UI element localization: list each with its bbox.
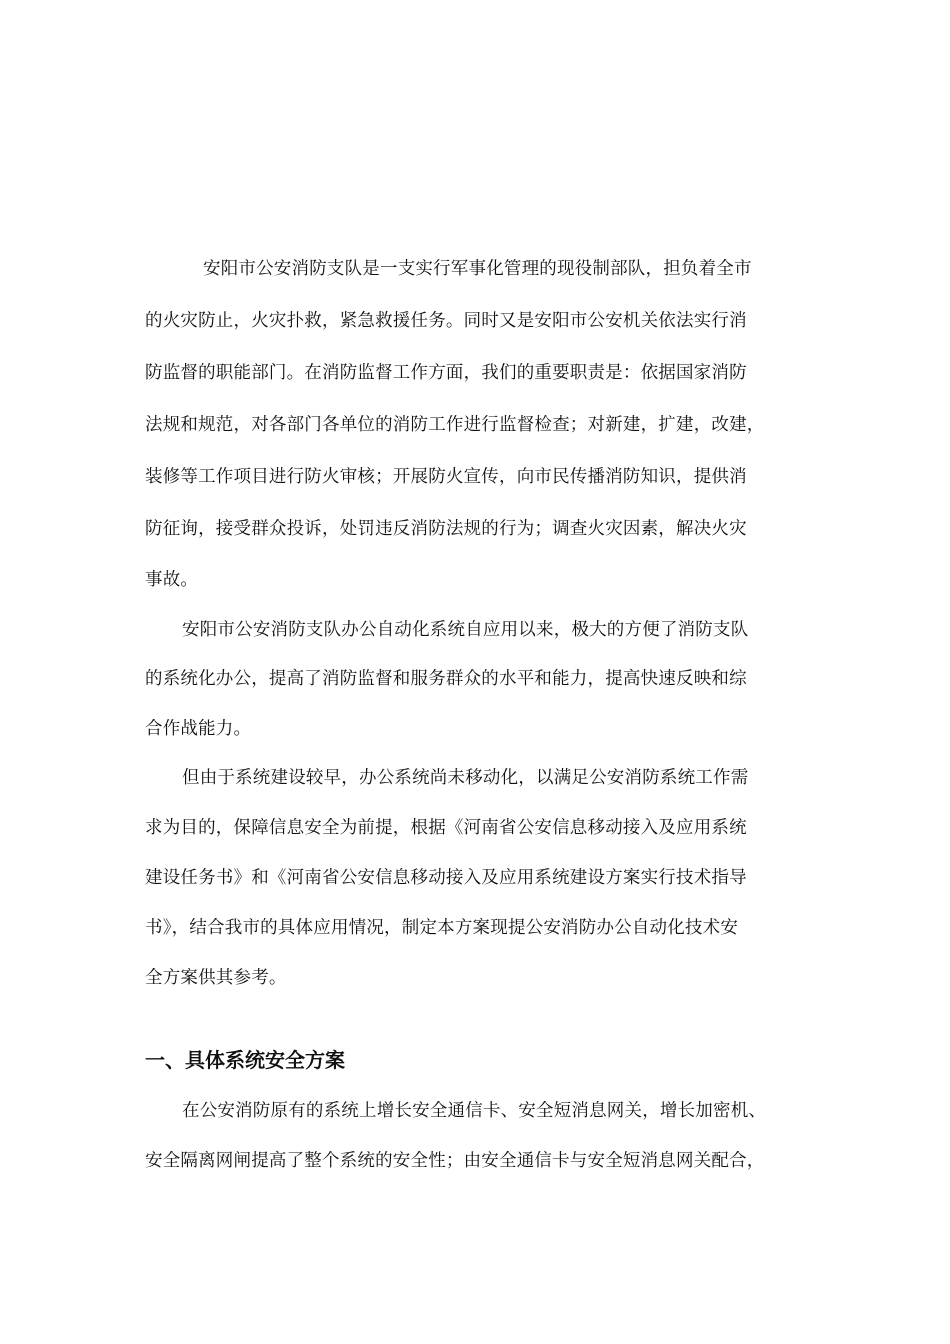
paragraph-1-line-5: 装修等工作项目进行防火审核；开展防火宣传，向市民传播消防知识，提供消 xyxy=(145,467,747,487)
paragraph-2-line-1: 安阳市公安消防支队办公自动化系统自应用以来，极大的方便了消防支队 xyxy=(182,620,749,640)
paragraph-1-line-3: 防监督的职能部门。在消防监督工作方面，我们的重要职责是：依据国家消防 xyxy=(145,363,747,383)
paragraph-3-line-4: 书》，结合我市的具体应用情况，制定本方案现提公安消防办公自动化技术安 xyxy=(145,918,739,938)
paragraph-4-line-2: 安全隔离网闸提高了整个系统的安全性；由安全通信卡与安全短消息网关配合， xyxy=(145,1151,765,1171)
paragraph-4-line-1: 在公安消防原有的系统上增长安全通信卡、安全短消息网关，增长加密机、 xyxy=(182,1101,767,1121)
paragraph-3-line-5: 全方案供其参考。 xyxy=(145,968,287,988)
paragraph-1-line-1: 安阳市公安消防支队是一支实行军事化管理的现役制部队，担负着全市 xyxy=(203,259,752,279)
paragraph-1-line-4: 法规和规范，对各部门各单位的消防工作进行监督检查；对新建，扩建，改建， xyxy=(145,415,765,435)
paragraph-2-line-3: 合作战能力。 xyxy=(145,719,252,739)
paragraph-1-line-6: 防征询，接受群众投诉，处罚违反消防法规的行为；调查火灾因素，解决火灾 xyxy=(145,519,747,539)
section-heading: 一、具体系统安全方案 xyxy=(145,1048,345,1072)
paragraph-3-line-3: 建设任务书》和《河南省公安信息移动接入及应用系统建设方案实行技术指导 xyxy=(145,868,747,888)
paragraph-3-line-1: 但由于系统建设较早，办公系统尚未移动化，以满足公安消防系统工作需 xyxy=(182,768,749,788)
paragraph-2-line-2: 的系统化办公，提高了消防监督和服务群众的水平和能力，提高快速反映和综 xyxy=(145,669,747,689)
paragraph-3-line-2: 求为目的，保障信息安全为前提，根据《河南省公安信息移动接入及应用系统 xyxy=(145,818,747,838)
paragraph-1-line-7: 事故。 xyxy=(145,570,199,590)
paragraph-1-line-2: 的火灾防止，火灾扑救，紧急救援任务。同时又是安阳市公安机关依法实行消 xyxy=(145,311,747,331)
